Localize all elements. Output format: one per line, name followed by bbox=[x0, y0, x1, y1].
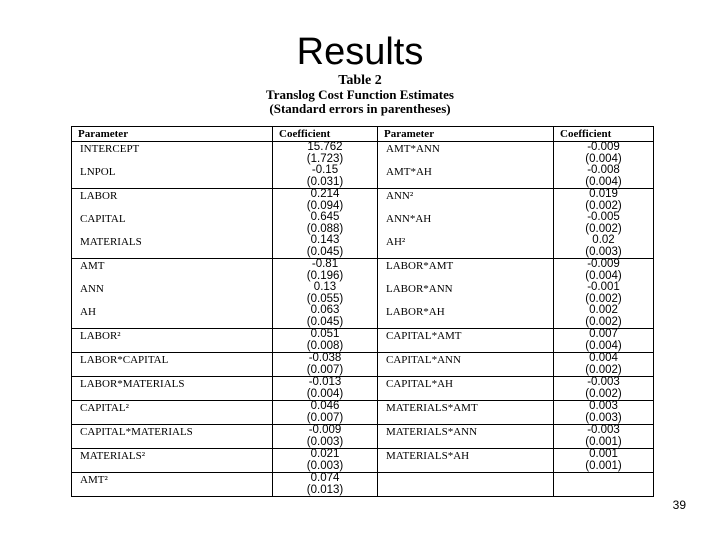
coefficient-value: 0.051 bbox=[310, 328, 340, 340]
parameter-cell bbox=[72, 473, 273, 497]
coefficient-pair bbox=[273, 377, 377, 400]
coefficient-pair bbox=[273, 473, 377, 496]
standard-error: (0.002) bbox=[585, 387, 622, 400]
coefficient-pair bbox=[554, 473, 653, 496]
coefficient-value: -0.15 bbox=[311, 164, 339, 176]
parameter-name: MATERIALS*AH bbox=[386, 450, 470, 462]
results-table bbox=[71, 126, 654, 497]
coefficient-pair bbox=[554, 305, 653, 328]
coefficient-value: 0.046 bbox=[310, 400, 340, 412]
header-parameter: Parameter bbox=[72, 127, 273, 142]
standard-error: (0.055) bbox=[306, 292, 344, 305]
standard-error: (0.002) bbox=[585, 315, 622, 328]
table-row bbox=[72, 401, 654, 425]
coefficient-cell bbox=[273, 449, 378, 473]
coefficient-pair bbox=[554, 353, 653, 376]
header-parameter: Parameter bbox=[378, 127, 554, 142]
standard-error: (1.723) bbox=[306, 152, 344, 165]
page-number: 39 bbox=[672, 498, 686, 512]
table-note: (Standard errors in parentheses) bbox=[269, 101, 451, 116]
standard-error: (0.031) bbox=[306, 175, 344, 188]
coefficient-value: 0.003 bbox=[589, 400, 618, 412]
parameter-name: MATERIALS² bbox=[80, 450, 146, 462]
parameter-name: LABOR*AH bbox=[386, 306, 445, 318]
coefficient-pair bbox=[554, 142, 653, 165]
parameter-name: LABOR² bbox=[80, 330, 121, 342]
coefficient-cell bbox=[273, 377, 378, 401]
parameter-name: CAPITAL² bbox=[80, 402, 129, 414]
coefficient-pair bbox=[273, 305, 377, 328]
coefficient-pair bbox=[273, 401, 377, 424]
coefficient-value: 0.019 bbox=[589, 188, 618, 200]
parameter-name: CAPITAL*AMT bbox=[386, 330, 462, 342]
coefficient-cell bbox=[554, 142, 654, 189]
standard-error: (0.094) bbox=[306, 199, 344, 212]
coefficient-pair bbox=[273, 235, 377, 258]
table-row bbox=[72, 473, 654, 497]
table-title: Translog Cost Function Estimates bbox=[266, 87, 454, 102]
coefficient-cell bbox=[273, 401, 378, 425]
coefficient-cell bbox=[554, 425, 654, 449]
coefficient-cell bbox=[554, 329, 654, 353]
coefficient-value: 0.02 bbox=[592, 234, 615, 246]
parameter-name: ANN² bbox=[386, 190, 414, 202]
standard-error: (0.004) bbox=[306, 387, 344, 400]
coefficient-value: -0.038 bbox=[308, 352, 342, 364]
table-number: Table 2 bbox=[338, 73, 382, 88]
table-row bbox=[72, 329, 654, 353]
coefficient-cell bbox=[554, 259, 654, 329]
coefficient-pair bbox=[554, 449, 653, 472]
coefficient-value: 0.063 bbox=[310, 304, 340, 316]
parameter-cell bbox=[378, 401, 554, 425]
table-row bbox=[72, 142, 654, 189]
table-body bbox=[72, 142, 654, 497]
table-header-row bbox=[72, 127, 654, 142]
standard-error: (0.045) bbox=[306, 315, 344, 328]
coefficient-pair bbox=[273, 259, 377, 282]
standard-error: (0.004) bbox=[585, 339, 622, 352]
standard-error: (0.003) bbox=[306, 435, 344, 448]
parameter-name: AMT bbox=[80, 260, 105, 272]
standard-error: (0.004) bbox=[585, 269, 622, 282]
coefficient-value: -0.009 bbox=[308, 424, 342, 436]
coefficient-pair bbox=[273, 165, 377, 188]
coefficient-value: -0.001 bbox=[587, 281, 620, 293]
coefficient-pair bbox=[554, 235, 653, 258]
coefficient-cell bbox=[554, 353, 654, 377]
coefficient-pair bbox=[273, 189, 377, 212]
standard-error: (0.088) bbox=[306, 222, 344, 235]
parameter-cell bbox=[72, 353, 273, 377]
parameter-cell bbox=[378, 473, 554, 497]
coefficient-pair bbox=[273, 449, 377, 472]
coefficient-pair bbox=[273, 212, 377, 235]
coefficient-pair bbox=[273, 142, 377, 165]
coefficient-pair bbox=[554, 401, 653, 424]
parameter-cell bbox=[378, 189, 554, 259]
parameter-name: ANN*AH bbox=[386, 213, 432, 225]
standard-error: (0.001) bbox=[585, 459, 622, 472]
coefficient-cell bbox=[273, 353, 378, 377]
parameter-name: AH² bbox=[386, 236, 406, 248]
parameter-cell bbox=[72, 189, 273, 259]
coefficient-cell bbox=[554, 377, 654, 401]
standard-error: (0.003) bbox=[585, 245, 622, 258]
coefficient-pair bbox=[554, 425, 653, 448]
standard-error: (0.196) bbox=[306, 269, 344, 282]
table-row bbox=[72, 425, 654, 449]
coefficient-value: -0.005 bbox=[587, 211, 620, 223]
standard-error: (0.007) bbox=[306, 411, 344, 424]
standard-error: (0.004) bbox=[585, 175, 622, 188]
coefficient-pair bbox=[554, 189, 653, 212]
coefficient-cell bbox=[554, 449, 654, 473]
coefficient-value: 0.13 bbox=[313, 281, 337, 293]
coefficient-cell bbox=[273, 425, 378, 449]
standard-error: (0.002) bbox=[585, 199, 622, 212]
coefficient-value: 0.021 bbox=[310, 448, 340, 460]
parameter-cell bbox=[72, 449, 273, 473]
parameter-name: CAPITAL*AH bbox=[386, 378, 453, 390]
coefficient-value: -0.009 bbox=[587, 141, 620, 153]
coefficient-value: -0.003 bbox=[587, 376, 620, 388]
coefficient-value: -0.81 bbox=[311, 258, 339, 270]
coefficient-value: -0.013 bbox=[308, 376, 342, 388]
parameter-name: AH bbox=[80, 306, 96, 318]
coefficient-value: 0.074 bbox=[310, 472, 340, 484]
parameter-cell bbox=[72, 142, 273, 189]
coefficient-value: 0.002 bbox=[589, 304, 618, 316]
parameter-name: ANN bbox=[80, 283, 104, 295]
coefficient-value: -0.003 bbox=[587, 424, 620, 436]
coefficient-value: 15.762 bbox=[307, 141, 343, 153]
parameter-cell bbox=[378, 142, 554, 189]
parameter-name bbox=[378, 473, 553, 496]
standard-error: (0.003) bbox=[306, 459, 344, 472]
parameter-cell bbox=[378, 329, 554, 353]
parameter-cell bbox=[72, 329, 273, 353]
parameter-cell bbox=[378, 377, 554, 401]
coefficient-pair bbox=[273, 353, 377, 376]
parameter-name: LABOR bbox=[80, 190, 118, 202]
parameter-name: CAPITAL bbox=[80, 213, 126, 225]
standard-error: (0.002) bbox=[585, 292, 622, 305]
parameter-name: LABOR*CAPITAL bbox=[80, 354, 169, 366]
parameter-cell bbox=[72, 259, 273, 329]
coefficient-cell bbox=[554, 473, 654, 497]
coefficient-value: 0.001 bbox=[589, 448, 618, 460]
standard-error: (0.008) bbox=[306, 339, 344, 352]
table-row bbox=[72, 449, 654, 473]
table-row bbox=[72, 353, 654, 377]
table-row bbox=[72, 377, 654, 401]
coefficient-pair bbox=[554, 329, 653, 352]
parameter-name: CAPITAL*MATERIALS bbox=[80, 426, 193, 438]
coefficient-value: -0.009 bbox=[587, 258, 620, 270]
coefficient-value: 0.214 bbox=[310, 188, 340, 200]
parameter-cell bbox=[378, 449, 554, 473]
coefficient-cell bbox=[554, 189, 654, 259]
slide-title: Results bbox=[296, 31, 424, 73]
parameter-name: LABOR*AMT bbox=[386, 260, 454, 272]
parameter-name: AMT*AH bbox=[386, 166, 432, 178]
results-table-container bbox=[71, 126, 653, 496]
coefficient-value: 0.143 bbox=[310, 234, 340, 246]
coefficient-pair bbox=[554, 212, 653, 235]
standard-error: (0.004) bbox=[585, 152, 622, 165]
standard-error: (0.007) bbox=[306, 363, 344, 376]
coefficient-pair bbox=[273, 329, 377, 352]
parameter-cell bbox=[72, 401, 273, 425]
parameter-name: LABOR*MATERIALS bbox=[80, 378, 185, 390]
coefficient-cell bbox=[273, 329, 378, 353]
coefficient-cell bbox=[273, 259, 378, 329]
coefficient-value: 0.004 bbox=[589, 352, 618, 364]
coefficient-pair bbox=[554, 377, 653, 400]
standard-error: (0.002) bbox=[585, 363, 622, 376]
parameter-name: LABOR*ANN bbox=[386, 283, 453, 295]
parameter-name: CAPITAL*ANN bbox=[386, 354, 461, 366]
standard-error: (0.003) bbox=[585, 411, 622, 424]
coefficient-cell bbox=[273, 142, 378, 189]
header-coefficient: Coefficient bbox=[273, 127, 378, 142]
coefficient-pair bbox=[554, 165, 653, 188]
parameter-cell bbox=[378, 425, 554, 449]
standard-error: (0.001) bbox=[585, 435, 622, 448]
standard-error: (0.013) bbox=[306, 483, 344, 496]
coefficient-cell bbox=[273, 189, 378, 259]
coefficient-pair bbox=[273, 282, 377, 305]
standard-error: (0.002) bbox=[585, 222, 622, 235]
header-coefficient: Coefficient bbox=[554, 127, 654, 142]
coefficient-value: 0.645 bbox=[310, 211, 340, 223]
table-row bbox=[72, 189, 654, 259]
parameter-cell bbox=[72, 425, 273, 449]
table-row bbox=[72, 259, 654, 329]
standard-error: (0.045) bbox=[306, 245, 344, 258]
parameter-name: MATERIALS bbox=[80, 236, 142, 248]
parameter-cell bbox=[72, 377, 273, 401]
coefficient-pair bbox=[554, 259, 653, 282]
parameter-cell bbox=[378, 353, 554, 377]
coefficient-cell bbox=[554, 401, 654, 425]
coefficient-cell bbox=[273, 473, 378, 497]
parameter-name: MATERIALS*AMT bbox=[386, 402, 478, 414]
parameter-name: LNPOL bbox=[80, 166, 116, 178]
coefficient-pair bbox=[554, 282, 653, 305]
coefficient-value: -0.008 bbox=[587, 164, 620, 176]
coefficient-pair bbox=[273, 425, 377, 448]
parameter-name: INTERCEPT bbox=[80, 143, 140, 155]
parameter-name: AMT² bbox=[80, 474, 108, 486]
table-caption bbox=[160, 74, 560, 116]
coefficient-value: 0.007 bbox=[589, 328, 618, 340]
parameter-name: AMT*ANN bbox=[386, 143, 440, 155]
parameter-name: MATERIALS*ANN bbox=[386, 426, 478, 438]
parameter-cell bbox=[378, 259, 554, 329]
